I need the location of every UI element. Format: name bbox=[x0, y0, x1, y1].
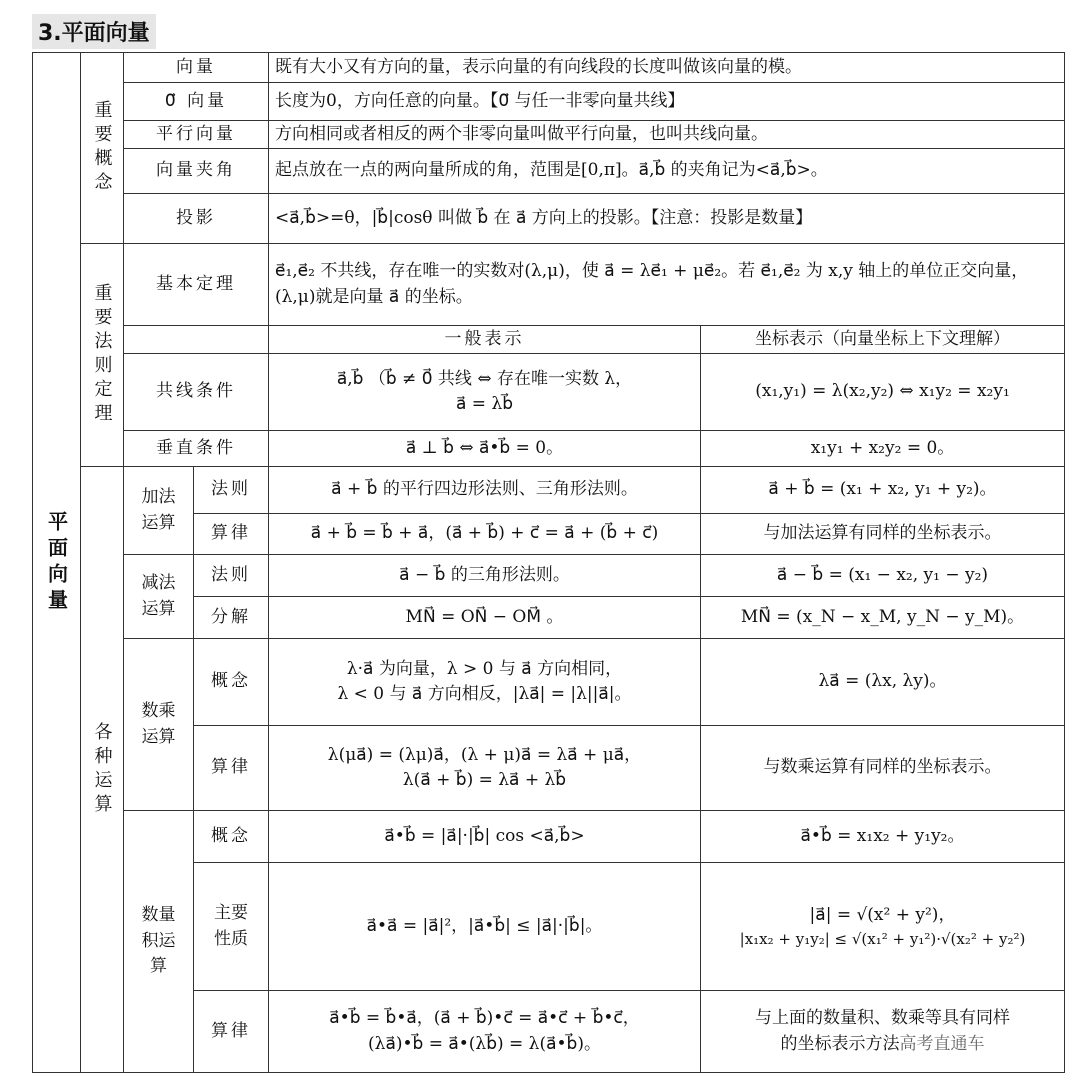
op-coord: 与数乘运算有同样的坐标表示。 bbox=[701, 726, 1065, 811]
line: (λa⃗)•b⃗ = a⃗•(λb⃗) = λ(a⃗•b⃗)。 bbox=[368, 1033, 601, 1054]
line: λ(μa⃗) = (λμ)a⃗，(λ + μ)a⃗ = λa⃗ + μa⃗， bbox=[327, 744, 642, 765]
op-name: 概念 bbox=[194, 811, 269, 863]
perpendicular-coord: x₁y₁ + x₂y₂ = 0。 bbox=[701, 431, 1065, 467]
concept-name: 向量 bbox=[124, 53, 269, 83]
operations-label: 各种运算 bbox=[81, 467, 124, 1073]
op-general bbox=[269, 639, 701, 726]
op-name: 分解 bbox=[194, 597, 269, 639]
concept-text: 既有大小又有方向的量，表示向量的有向线段的长度叫做该向量的模。 bbox=[269, 53, 1065, 83]
op-coord bbox=[701, 863, 1065, 991]
line: λ·a⃗ 为向量，λ > 0 与 a⃗ 方向相同， bbox=[346, 658, 623, 679]
header-coord: 坐标表示（向量坐标上下文理解） bbox=[701, 326, 1065, 354]
op-coord: a⃗•b⃗ = x₁x₂ + y₁y₂。 bbox=[701, 811, 1065, 863]
concept-text: 方向相同或者相反的两个非零向量叫做平行向量，也叫共线向量。 bbox=[269, 121, 1065, 149]
op-coord: MN⃗ = (x_N − x_M, y_N − y_M)。 bbox=[701, 597, 1065, 639]
op-coord: 与加法运算有同样的坐标表示。 bbox=[701, 514, 1065, 555]
op-general: MN⃗ = ON⃗ − OM⃗ 。 bbox=[269, 597, 701, 639]
header-blank bbox=[124, 326, 269, 354]
concept-name: 向量夹角 bbox=[124, 149, 269, 194]
collinear-name: 共线条件 bbox=[124, 354, 269, 431]
dot-label: 数量积运算 bbox=[124, 811, 194, 1073]
perpendicular-general: a⃗ ⊥ b⃗ ⇔ a⃗•b⃗ = 0。 bbox=[269, 431, 701, 467]
concept-name: 平行向量 bbox=[124, 121, 269, 149]
basic-theorem-name: 基本定理 bbox=[124, 244, 269, 326]
watermark: 高考直通车 bbox=[899, 1033, 985, 1054]
op-coord: λa⃗ = (λx, λy)。 bbox=[701, 639, 1065, 726]
concept-name: 0⃗ 向量 bbox=[124, 83, 269, 121]
line: λ(a⃗ + b⃗) = λa⃗ + λb⃗ bbox=[402, 770, 567, 790]
line: |x₁x₂ + y₁y₂| ≤ √(x₁² + y₁²)·√(x₂² + y₂²) bbox=[739, 930, 1026, 948]
line: λ < 0 与 a⃗ 方向相反，|λa⃗| = |λ||a⃗|。 bbox=[337, 684, 632, 704]
op-name: 算律 bbox=[194, 726, 269, 811]
concept-name: 投影 bbox=[124, 194, 269, 244]
header-general: 一般表示 bbox=[269, 326, 701, 354]
perpendicular-name: 垂直条件 bbox=[124, 431, 269, 467]
line: a⃗•b⃗ = b⃗•a⃗，(a⃗ + b⃗)•c⃗ = a⃗•c⃗ + b⃗•c⃗， bbox=[329, 1008, 640, 1028]
line: |a⃗| = √(x² + y²)， bbox=[809, 904, 956, 925]
op-general bbox=[269, 991, 701, 1073]
line bbox=[707, 1032, 1058, 1058]
concept-text: <a⃗,b⃗>=θ，|b⃗|cosθ 叫做 b⃗ 在 a⃗ 方向上的投影。【注意：投影是数量】 bbox=[269, 194, 1065, 244]
line: a⃗,b⃗ （b⃗ ≠ 0⃗ 共线 ⇔ 存在唯一实数 λ， bbox=[336, 368, 633, 389]
add-label: 加法运算 bbox=[124, 467, 194, 555]
op-name: 法则 bbox=[194, 467, 269, 514]
op-name: 法则 bbox=[194, 555, 269, 597]
op-name: 主要性质 bbox=[194, 863, 269, 991]
line: a⃗ = λb⃗ bbox=[455, 394, 514, 414]
op-general: a⃗ + b⃗ 的平行四边形法则、三角形法则。 bbox=[269, 467, 701, 514]
collinear-general bbox=[269, 354, 701, 431]
op-coord bbox=[701, 991, 1065, 1073]
op-general: a⃗ + b⃗ = b⃗ + a⃗，(a⃗ + b⃗) + c⃗ = a⃗ + (b⃗ + c⃗) bbox=[269, 514, 701, 555]
main-label: 平面向量 bbox=[33, 53, 81, 1073]
op-general: a⃗ − b⃗ 的三角形法则。 bbox=[269, 555, 701, 597]
op-coord: a⃗ − b⃗ = (x₁ − x₂, y₁ − y₂) bbox=[701, 555, 1065, 597]
vector-summary-table bbox=[32, 52, 1065, 1073]
op-name: 算律 bbox=[194, 991, 269, 1073]
section-title: 3.平面向量 bbox=[32, 14, 156, 49]
op-general bbox=[269, 726, 701, 811]
scalar-label: 数乘运算 bbox=[124, 639, 194, 811]
collinear-coord: (x₁,y₁) = λ(x₂,y₂) ⇔ x₁y₂ = x₂y₁ bbox=[701, 354, 1065, 431]
concept-text: 长度为0，方向任意的向量。【0⃗ 与任一非零向量共线】 bbox=[269, 83, 1065, 121]
op-name: 算律 bbox=[194, 514, 269, 555]
sub-label: 减法运算 bbox=[124, 555, 194, 639]
line-text: 的坐标表示方法 bbox=[780, 1033, 900, 1054]
op-name: 概念 bbox=[194, 639, 269, 726]
basic-theorem-text: e⃗₁,e⃗₂ 不共线，存在唯一的实数对(λ,μ)，使 a⃗ = λe⃗₁ + μe⃗₂。若 e⃗₁,e⃗₂ 为 x,y 轴上的单位正交向量，(λ,μ)就是向量 a⃗ 的坐标。 bbox=[269, 244, 1065, 326]
theorems-label: 重要法则定理 bbox=[81, 244, 124, 467]
op-coord: a⃗ + b⃗ = (x₁ + x₂, y₁ + y₂)。 bbox=[701, 467, 1065, 514]
op-general: a⃗•b⃗ = |a⃗|·|b⃗| cos <a⃗,b⃗> bbox=[269, 811, 701, 863]
concepts-label: 重要概念 bbox=[81, 53, 124, 244]
op-general: a⃗•a⃗ = |a⃗|²，|a⃗•b⃗| ≤ |a⃗|·|b⃗|。 bbox=[269, 863, 701, 991]
line: 与上面的数量积、数乘等具有同样 bbox=[755, 1008, 1010, 1028]
concept-text: 起点放在一点的两向量所成的角，范围是[0,π]。a⃗,b⃗ 的夹角记为<a⃗,b⃗>。 bbox=[269, 149, 1065, 194]
